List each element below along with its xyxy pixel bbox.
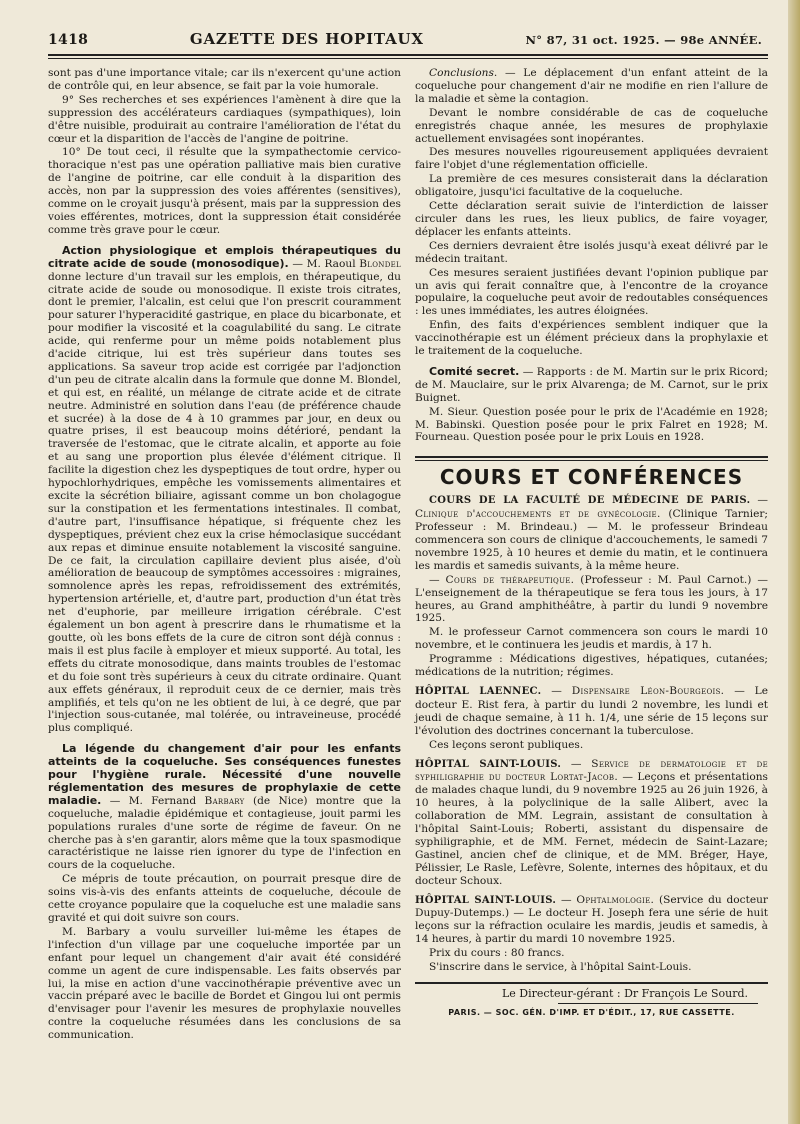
section-heading: La légende du changement d'air pour les enfants atteints de la coqueluche. Ses conséquences funestes pour l'hygiène rurale. Nécessité d'une nouvelle réglementation des mesures de prophylaxie de cette maladie. bbox=[48, 742, 401, 807]
paragraph: (Service du docteur Dupuy-Dutemps.) — Le docteur H. Joseph fera une série de huit leçons sur la réfraction oculaire les mardis, jeudis et samedis, à 14 heures, à partir du mardi 10 novembre 1925. bbox=[415, 893, 768, 946]
header-rule-thin bbox=[48, 58, 768, 59]
gerant-underline bbox=[558, 1003, 758, 1004]
page-number: 1418 bbox=[48, 32, 89, 48]
paragraph: M. le professeur Carnot commencera son cours le mardi 10 novembre, et le continuera les jeudis et mardis, à 17 h. bbox=[415, 626, 768, 652]
section-comite-secret bbox=[415, 366, 768, 444]
paragraph: — Leçons et présentations de malades chaque lundi, du 9 novembre 1925 au 26 juin 1926, à 10 heures, à la polyclinique de la salle Alibert, avec la collaboration de MM. Legrain, assistant de consultation à l'hôpital Saint-Louis; Roberti, assistant du dispensaire de syphiligraphie, et de MM. Fernet, médecin de Saint-Lazare; Gastinel, ancien chef de clinique, et de MM. Bréger, Haye, Pélissier, Le Rasle, Lefèvre, Solente, internes des hôpitaux, et du docteur Schoux. bbox=[415, 771, 768, 887]
left-column bbox=[48, 67, 401, 1043]
section-lead: — M. Raoul bbox=[288, 257, 360, 270]
paragraph: 9° Ses recherches et ses expériences l'amènent à dire que la suppression des accélérateurs cardiaques (sympathiques), loin d'être nuisible, produirait au contraire l'amélioration de l'état du cœur et la disparition de l'accès de l'angine de poitrine. bbox=[48, 93, 401, 145]
issue-info: N° 87, 31 oct. 1925. — 98e ANNÉE. bbox=[525, 33, 762, 47]
section-heading: Action physiologique et emplois thérapeutiques du citrate acide de soude (monosodique). bbox=[48, 243, 401, 270]
paragraph: — Le docteur E. Rist fera, à partir du lundi 2 novembre, les lundi et jeudi de chaque semaine, à 11 h. 1/4, une série de 15 leçons sur l'évolution des doctrines concernant la tuberculose. bbox=[415, 684, 768, 737]
page-header bbox=[48, 30, 768, 48]
paragraph: M. Sieur. Question posée pour le prix de l'Académie en 1928; M. Babinski. Question posée pour le prix Falret en 1928; M. Fourneau. Question posée pour le prix Louis en 1928. bbox=[415, 405, 768, 444]
paragraph: Programme : Médications digestives, hépatiques, cutanées; médications de la nutrition; régimes. bbox=[415, 653, 768, 679]
run-heading: HÔPITAL LAENNEC. bbox=[415, 685, 542, 697]
author-name: Barbary bbox=[204, 794, 245, 807]
footer-rule bbox=[415, 982, 768, 984]
imprint: PARIS. — SOC. GÉN. D'IMP. ET D'ÉDIT., 17, RUE CASSETTE. bbox=[448, 1007, 735, 1017]
banner-rule bbox=[415, 456, 768, 458]
banner-rule-thin bbox=[415, 460, 768, 461]
run-subheading: Clinique d'accouchements et de gynécologie. bbox=[415, 508, 661, 521]
paragraph: Ces mesures seraient justifiées devant l'opinion publique par un avis qui ferait connaître que, à l'encontre de la croyance populaire, la coqueluche peut avoir de redoutables conséquences : les unes immédiates, les autres éloignées. bbox=[415, 266, 768, 318]
run-subheading: Service de dermatologie et de syphiligraphie du docteur Lortat-Jacob. bbox=[415, 757, 768, 784]
cours-title: COURS ET CONFÉRENCES bbox=[439, 465, 744, 490]
run-subheading: Dispensaire Léon-Bourgeois. bbox=[571, 684, 725, 697]
paragraph: Enfin, des faits d'expériences semblent indiquer que la vaccinothérapie est un élément précieux dans la prophylaxie et le traitement de la coqueluche. bbox=[415, 319, 768, 358]
paragraph: sont pas d'une importance vitale; car ils n'exercent qu'une action de contrôle qui, en leur absence, se fait par la voie humorale. bbox=[48, 67, 401, 92]
page-edge bbox=[788, 0, 800, 1124]
paragraph: Ce mépris de toute précaution, on pourrait presque dire de soins vis-à-vis des enfants atteints de coqueluche, découle de cette croyance populaire que la coqueluche est une maladie sans gravité et qui doit suivre son cours. bbox=[48, 873, 401, 924]
section-coqueluche bbox=[48, 743, 401, 1042]
section-lead: — M. Fernand bbox=[101, 794, 205, 807]
journal-title: GAZETTE DES HOPITAUX bbox=[189, 30, 424, 48]
gerant-line: Le Directeur-gérant : Dr François Le Sourd. bbox=[501, 987, 748, 1000]
conclusions-label: Conclusions. bbox=[429, 67, 498, 79]
paragraph: (Clinique Tarnier; Professeur : M. Brindeau.) — M. le professeur Brindeau commencera son cours de clinique d'accouchements, le samedi 7 novembre 1925, à 10 heures et demie du matin, et le continuera les mardis et samedis suivants, à la même heure. bbox=[415, 508, 768, 572]
run-heading: COURS DE LA FACULTÉ DE MÉDECINE DE PARIS. bbox=[429, 495, 751, 507]
paragraph: — Rapports : de M. Martin sur le prix Ricord; de M. Mauclaire, sur le prix Alvarenga; de M. Carnot, sur le prix Buignet. bbox=[415, 365, 769, 404]
paragraph: Devant le nombre considérable de cas de coqueluche enregistrés chaque année, les mesures de prophylaxie actuellement envisagées sont inopérantes. bbox=[415, 106, 768, 145]
columns bbox=[48, 67, 768, 1043]
right-column: Conclusions. — Le déplacement d'un enfant atteint de la coqueluche pour changement d'air ne modifie en rien l'allure de la maladie et sème la contagion. Devant le nombre considérable de cas de coqueluche enregistrés chaque année, les mesures de prophylaxie actuellement envisagées sont inopérantes. Des mesures nouvelles rigoureusement appliquées devraient faire l'objet d'une réglementation officielle. La première de ces mesures consisterait dans la déclaration obligatoire, jusqu'ici facultative de la coqueluche. Cette déclaration serait suivie de l'interdiction de laisser circuler dans les rues, les lieux publics, de faire voyager, déplacer les enfants atteints. Ces derniers devraient être isolés jusqu'à exeat délivré par le médecin traitant. Ces mesures seraient justifiées devant l'opinion publique par un avis qui ferait connaître que, à l'encontre de la croyance populaire, la coqueluche peut avoir de redoutables conséquences : les unes immédiates, les autres éloignées. Enfin, des faits d'expériences semblent indiquer que la vaccinothérapie est un élément précieux dans la prophylaxie et le traitement de la coqueluche. Comité secret. — Rapports : de M. Martin sur le prix Ricord; de M. Mauclaire, sur le prix Alvarenga; de M. Carnot, sur le prix Buignet. M. Sieur. Question posée pour le prix de l'Académie en 1928; M. Babinski. Question posée pour le prix Falret en 1928; M. Fourneau. Question posée pour le prix Louis en 1928. COURS ET CONFÉRENCES COURS DE LA FACULTÉ DE MÉDECINE DE PARIS. — Clinique d'accouchements et de gynécologie. (Clinique Tarnier; Professeur : M. Brindeau.) — M. le professeur Brindeau commencera son cours de clinique d'accouchements, le samedi 7 novembre 1925, à 10 heures et demie du matin, et le continuera les mardis et samedis suivants, à la même heure. — Cours de thérapeutique. (Professeur : M. Paul Carnot.) — L'enseignement de la thérapeutique se fera tous les jours, à 17 heures, au Grand amphithéâtre, à partir du lundi 9 novembre 1925. M. le professeur Carnot commencera son cours le mardi 10 novembre, et le continuera les jeudis et mardis, à 17 h. Programme : Médications digestives, hépatiques, cutanées; médications de la nutrition; régimes. HÔPITAL LAENNEC. — Dispensaire Léon-Bourgeois. — Le docteur E. Rist fera, à partir du lundi 2 novembre, les lundi et jeudi de chaque semaine, à 11 h. 1/4, une série de 15 leçons sur l'évolution des doctrines concernant la tuberculose. Ces leçons seront publiques. HÔPITAL SAINT-LOUIS. — Service de dermatologie et de syphiligraphie du docteur Lortat-Jacob. — Leçons et présentations de malades chaque lundi, du 9 novembre 1925 au 26 juin 1926, à 10 heures, à la polyclinique de la salle Alibert, avec la collaboration de MM. Legrain, assistant de consultation à l'hôpital Saint-Louis; Roberti, assistant du dispensaire de syphiligraphie, et de MM. Fernet, médecin de Saint-Lazare; Gastinel, ancien chef de clinique, et de MM. Bréger, Haye, Pélissier, Le Rasle, Lefèvre, Solente, internes des hôpitaux, et du docteur Schoux. HÔPITAL SAINT-LOUIS. — Ophtalmologie. (Service du docteur Dupuy-Dutemps.) — Le docteur H. Joseph fera une série de huit leçons sur la réfraction oculaire les mardis, jeudis et samedis, à 14 heures, à partir du mardi 10 novembre 1925. Prix du cours : 80 francs. S'inscrire dans le service, à l'hôpital Saint-Louis. Le Directeur-gérant : Dr François Le Sourd. PARIS. — SOC. GÉN. D'IMP. ET D'ÉDIT., 17, RUE CASSETTE. bbox=[415, 67, 768, 1043]
paragraph: Ces leçons seront publiques. bbox=[429, 738, 584, 751]
paragraph: 10° De tout ceci, il résulte que la sympathectomie cervico-thoracique n'est pas une opération palliative mais bien curative de l'angine de poitrine, car elle conduit à la disparition des accès, non par la suppression des voies afférentes (sensitives), comme on le croyait jusqu'à présent, mais par la suppression des voies efférentes, motrices, dont la suppression était considérée comme très grave pour le cœur. bbox=[48, 146, 401, 236]
paragraph: — Le déplacement d'un enfant atteint de la coqueluche pour changement d'air ne modifie en rien l'allure de la maladie et sème la contagion. bbox=[415, 67, 768, 105]
paragraph: donne lecture d'un travail sur les emplois, en thérapeutique, du citrate acide de soude ou monosodique. Il existe trois citrates, dont le premier, l'alcalin, est celui que l'on prescrit couramment pour saturer l'hyperacidité gastrique, en place du bicarbonate, et pour modifier la viscosité et la coagulabilité du sang. Le citrate acide, qui renferme pour un même poids notablement plus d'acide citrique, lui est très supérieur dans toutes ses applications. Sa saveur trop acide est corrigée par l'adjonction d'un peu de citrate alcalin dans la formule que donne M. Blondel, et qui est, en réalité, un mélange de citrate acide et de citrate neutre. Administré en solution dans l'eau (de préférence chaude et sucrée) à la dose de 4 à 10 grammes par jour, en deux ou quatre prises, il est beaucoup moins détérioré, pendant la traversée de l'estomac, que le citrate alcalin, et apporte au foie et au sang une proportion plus élevée d'élément citrique. Il facilite la digestion chez les dyspeptiques de tout ordre, hyper ou hypochlorhydriques, empêche les vomissements alimentaires et excite la sécrétion biliaire, agissant comme un bon cholagogue sur la constipation et les fermentations intestinales. Il combat, d'autre part, l'insuffisance hépatique, si fréquente chez les dyspeptiques, prévient chez eux la crise hémoclasique succédant aux repas et diminue ensuite notablement la viscosité sanguine. De ce fait, la circulation capillaire devient plus aisée, d'où amélioration de beaucoup de symptômes accessoires : migraines, somnolence après les repas, refroidissement des extrémités, hypertension artérielle, et, d'autre part, production d'un état très net d'euphorie, par meilleure irrigation cérébrale. C'est également un bon agent à prescrire dans le rhumatisme et la goutte, où les bons effets de la cure de citron sont déjà connus : mais il est plus facile à employer et mieux supporté. Au total, les effets du citrate monosodique, dans maints troubles de l'estomac et du foie sont très supérieurs à ceux du citrate ordinaire. Quant aux effets généraux, il reproduit ceux de ce dernier, mais très amplifiés, et tels qu'on ne les obtient de lui, à ce degré, que par l'injection sous-cutanée, mal tolérée, ou intraveineuse, procédé plus compliqué. bbox=[48, 270, 401, 735]
paragraph: La première de ces mesures consisterait dans la déclaration obligatoire, jusqu'ici facultative de la coqueluche. bbox=[415, 173, 768, 199]
author-name: Blondel bbox=[359, 257, 401, 270]
paragraph: M. Barbary a voulu surveiller lui-même les étapes de l'infection d'un village par une coqueluche importée par un enfant pour lequel un changement d'air avait été considéré comme un agent de cure indispensable. Les faits observés par lui, la mise en action d'une vaccinothérapie préventive avec un vaccin préparé avec le bacille de Bordet et Gingou lui ont permis d'envisager pour l'avenir les mesures de prophylaxie nouvelles contre la coqueluche résumées dans les conclusions de sa communication. bbox=[48, 925, 401, 1042]
run-subheading: Cours de thérapeutique. bbox=[445, 573, 575, 586]
section-heading: Comité secret. bbox=[429, 364, 520, 378]
paragraph: Cette déclaration serait suivie de l'interdiction de laisser circuler dans les rues, les lieux publics, de faire voyager, déplacer les enfants atteints. bbox=[415, 200, 768, 238]
section-citrate bbox=[48, 245, 401, 735]
paragraph: (de Nice) montre que la coqueluche, maladie épidémique et contagieuse, jouit parmi les populations rurales d'une sorte de régime de faveur. On ne cherche pas à s'en garantir, alors même que la toux spasmodique caractéristique ne laisse rien ignorer du type de l'infection en cours de la coqueluche. bbox=[48, 794, 401, 872]
run-heading: HÔPITAL SAINT-LOUIS. bbox=[415, 894, 557, 906]
paragraph: Prix du cours : 80 francs. bbox=[429, 947, 565, 960]
header-rule bbox=[48, 54, 768, 56]
paragraph: Ces derniers devraient être isolés jusqu'à exeat délivré par le médecin traitant. bbox=[415, 239, 768, 265]
run-heading: HÔPITAL SAINT-LOUIS. bbox=[415, 758, 562, 770]
paragraph: Des mesures nouvelles rigoureusement appliquées devraient faire l'objet d'une réglementation officielle. bbox=[415, 146, 768, 172]
paragraph: (Professeur : M. Paul Carnot.) — L'enseignement de la thérapeutique se fera tous les jours, à 17 heures, au Grand amphithéâtre, à partir du lundi 9 novembre 1925. bbox=[415, 573, 768, 625]
paragraph: S'inscrire dans le service, à l'hôpital Saint-Louis. bbox=[429, 961, 692, 974]
run-subheading: Ophtalmologie. bbox=[576, 893, 655, 906]
